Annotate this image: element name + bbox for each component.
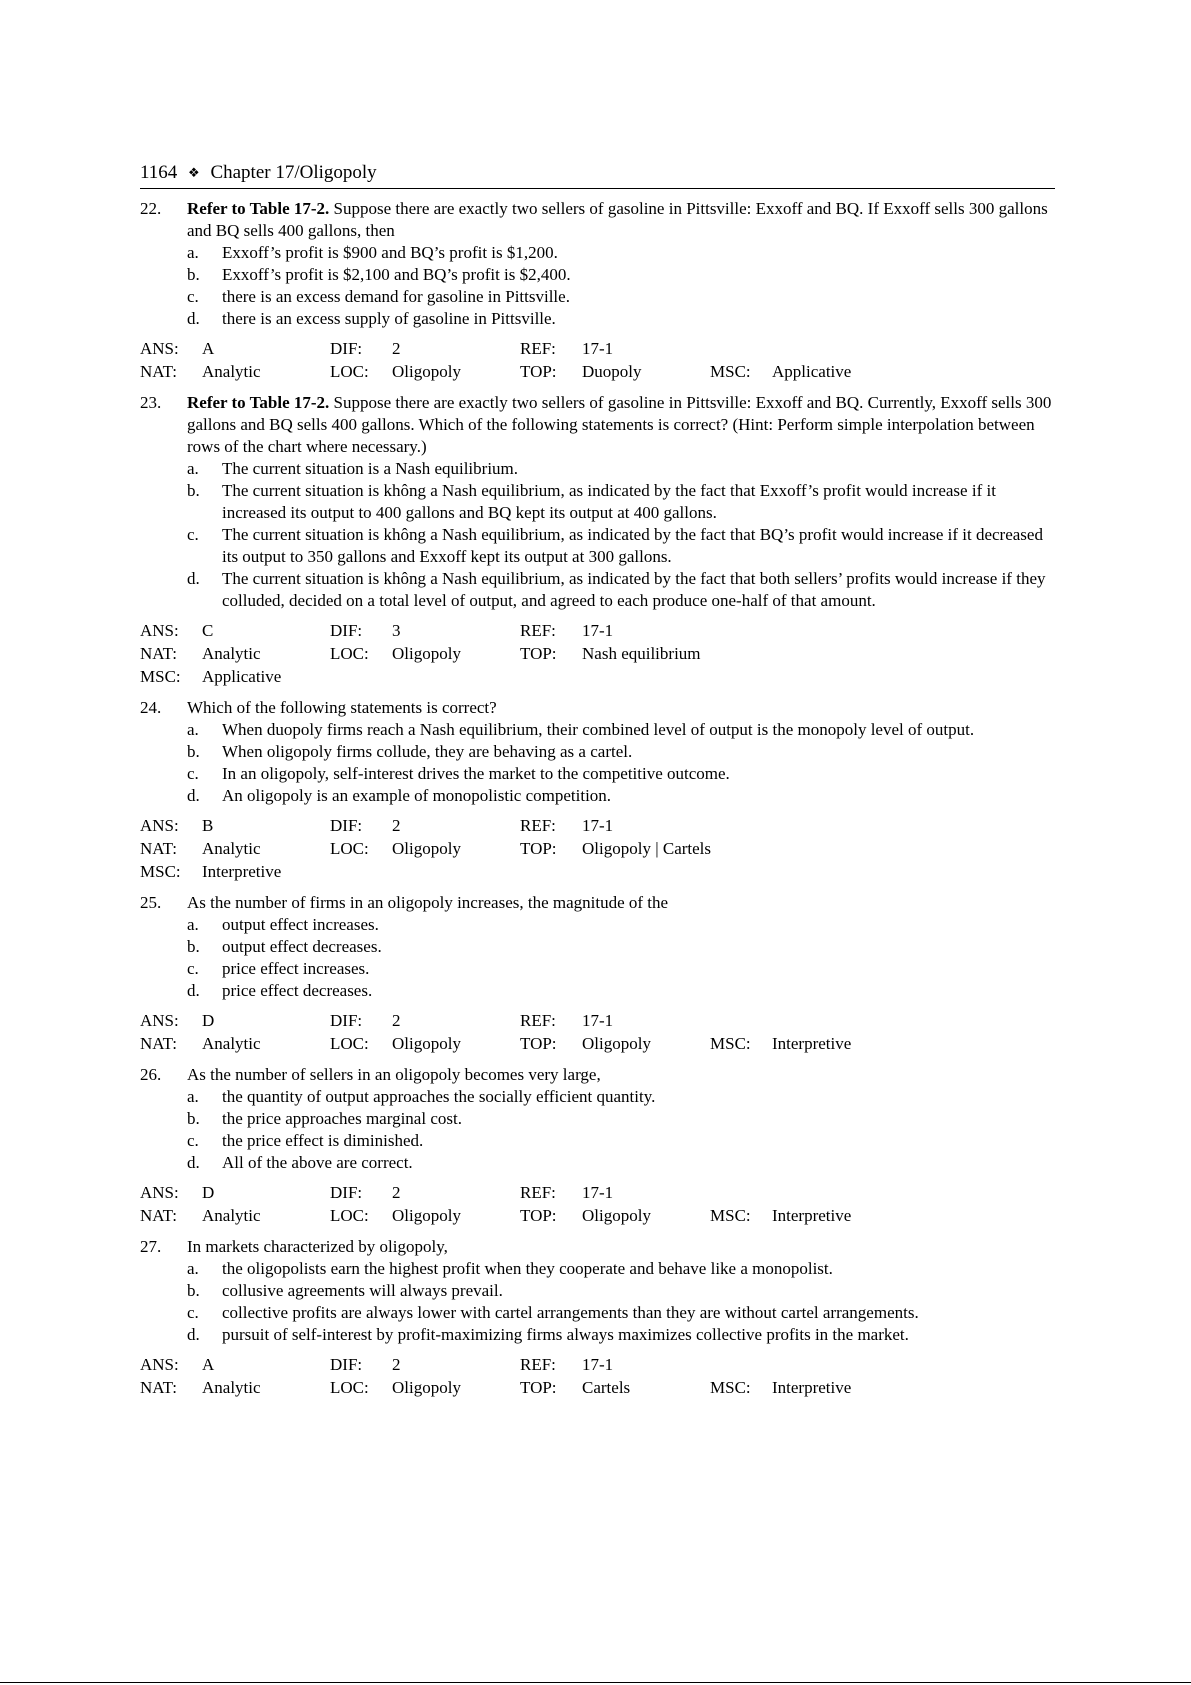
question-stem	[187, 198, 1055, 242]
nat-label: NAT:	[140, 362, 177, 381]
ans-label: ANS:	[140, 816, 179, 835]
page-content	[140, 162, 1055, 1399]
question-stem	[187, 392, 1055, 458]
option-text: the quantity of output approaches the socially efficient quantity.	[222, 1087, 656, 1106]
option-a	[187, 1086, 1055, 1108]
question-24	[140, 697, 1055, 883]
top-value: Oligopoly	[582, 1206, 651, 1225]
option-text: price effect increases.	[222, 959, 370, 978]
msc-label: MSC:	[710, 1034, 751, 1053]
option-text: When duopoly firms reach a Nash equilibrium, their combined level of output is the monopoly level of output.	[222, 720, 975, 739]
question-text: As the number of sellers in an oligopoly becomes very large,	[187, 1065, 601, 1084]
question-text: Suppose there are exactly two sellers of gasoline in Pittsville: Exxoff and BQ. If Exxoff sells 300 gallons and BQ sells 400 gallons, then	[187, 199, 1048, 240]
ref-label: REF:	[520, 339, 556, 358]
option-text: collective profits are always lower with cartel arrangements than they are without cartel arrangements.	[222, 1303, 919, 1322]
option-letter: b.	[187, 937, 200, 956]
question-number: 23.	[140, 393, 162, 412]
option-text: The current situation is không a Nash equilibrium, as indicated by the fact that both sellers’ profits would increase if they colluded, decided on a total level of output, and agreed to each produce one-half of that amount.	[222, 569, 1046, 610]
msc-value: Applicative	[772, 362, 852, 381]
option-text: An oligopoly is an example of monopolistic competition.	[222, 786, 612, 805]
top-value: Nash equilibrium	[582, 644, 701, 663]
option-text: Exxoff’s profit is $900 and BQ’s profit is $1,200.	[222, 243, 558, 262]
option-text: pursuit of self-interest by profit-maximizing firms always maximizes collective profits in the market.	[222, 1325, 909, 1344]
top-label: TOP:	[520, 362, 557, 381]
ans-value: C	[202, 621, 214, 640]
option-text: the oligopolists earn the highest profit when they cooperate and behave like a monopolist.	[222, 1259, 833, 1278]
top-value: Cartels	[582, 1378, 631, 1397]
option-letter: d.	[187, 309, 200, 328]
msc-value: Interpretive	[202, 862, 282, 881]
option-letter: b.	[187, 1281, 200, 1300]
option-d	[187, 785, 1055, 807]
question-27	[140, 1236, 1055, 1399]
ans-label: ANS:	[140, 1011, 179, 1030]
loc-label: LOC:	[330, 1378, 369, 1397]
ans-label: ANS:	[140, 1183, 179, 1202]
option-letter: b.	[187, 742, 200, 761]
msc-label: MSC:	[140, 667, 181, 686]
question-26	[140, 1064, 1055, 1227]
question-23	[140, 392, 1055, 688]
option-letter: a.	[187, 459, 199, 478]
loc-value: Oligopoly	[392, 362, 461, 381]
dif-label: DIF:	[330, 621, 363, 640]
msc-label: MSC:	[710, 1206, 751, 1225]
top-label: TOP:	[520, 1034, 557, 1053]
option-letter: c.	[187, 1303, 199, 1322]
loc-label: LOC:	[330, 839, 369, 858]
ans-value: A	[202, 1355, 215, 1374]
answer-options	[187, 1086, 1055, 1174]
option-letter: b.	[187, 481, 200, 500]
option-text: price effect decreases.	[222, 981, 373, 1000]
answer-options	[187, 1258, 1055, 1346]
option-text: collusive agreements will always prevail.	[222, 1281, 503, 1300]
option-b	[187, 480, 1055, 524]
dif-value: 2	[392, 339, 401, 358]
option-letter: c.	[187, 1131, 199, 1150]
question-number: 26.	[140, 1065, 162, 1084]
ref-value: 17-1	[582, 621, 614, 640]
ans-value: A	[202, 339, 215, 358]
answer-options	[187, 242, 1055, 330]
nat-label: NAT:	[140, 839, 177, 858]
option-b	[187, 1280, 1055, 1302]
option-text: output effect decreases.	[222, 937, 382, 956]
option-b	[187, 936, 1055, 958]
ref-value: 17-1	[582, 816, 614, 835]
ans-label: ANS:	[140, 339, 179, 358]
loc-label: LOC:	[330, 362, 369, 381]
nat-value: Analytic	[202, 1034, 261, 1053]
ans-value: B	[202, 816, 214, 835]
msc-value: Applicative	[202, 667, 282, 686]
dif-label: DIF:	[330, 816, 363, 835]
dif-value: 2	[392, 1183, 401, 1202]
answer-options	[187, 914, 1055, 1002]
answer-metadata	[140, 1181, 1055, 1227]
loc-value: Oligopoly	[392, 644, 461, 663]
nat-value: Analytic	[202, 1206, 261, 1225]
option-c	[187, 524, 1055, 568]
answer-metadata	[140, 1353, 1055, 1399]
option-c	[187, 958, 1055, 980]
option-d	[187, 1152, 1055, 1174]
ans-value: D	[202, 1183, 215, 1202]
question-number: 24.	[140, 698, 162, 717]
ref-label: REF:	[520, 621, 556, 640]
nat-label: NAT:	[140, 1378, 177, 1397]
msc-label: MSC:	[710, 362, 751, 381]
chapter-title: Chapter 17/Oligopoly	[210, 162, 377, 183]
option-a	[187, 914, 1055, 936]
option-letter: c.	[187, 764, 199, 783]
dif-label: DIF:	[330, 1011, 363, 1030]
option-letter: a.	[187, 1087, 199, 1106]
nat-value: Analytic	[202, 362, 261, 381]
msc-value: Interpretive	[772, 1034, 852, 1053]
ref-value: 17-1	[582, 1011, 614, 1030]
top-label: TOP:	[520, 644, 557, 663]
loc-value: Oligopoly	[392, 839, 461, 858]
nat-label: NAT:	[140, 644, 177, 663]
option-text: The current situation is không a Nash equilibrium, as indicated by the fact that Exxoff’s profit would increase if it increased its output to 400 gallons and BQ kept its output at 400 gallons.	[222, 481, 996, 522]
dif-value: 2	[392, 816, 401, 835]
msc-value: Interpretive	[772, 1378, 852, 1397]
question-text: Suppose there are exactly two sellers of gasoline in Pittsville: Exxoff and BQ. Currently, Exxoff sells 300 gallons and BQ sells 400 gallons. Which of the following statements is correct? (Hint: Perform simple interpolation between rows of the chart where necessary.)	[187, 393, 1052, 456]
option-a	[187, 1258, 1055, 1280]
msc-value: Interpretive	[772, 1206, 852, 1225]
ref-label: REF:	[520, 1183, 556, 1202]
option-a	[187, 458, 1055, 480]
ref-value: 17-1	[582, 339, 614, 358]
option-text: output effect increases.	[222, 915, 379, 934]
answer-metadata	[140, 337, 1055, 383]
nat-value: Analytic	[202, 1378, 261, 1397]
ref-label: REF:	[520, 816, 556, 835]
question-25	[140, 892, 1055, 1055]
table-reference: Refer to Table 17-2.	[187, 199, 330, 218]
table-reference: Refer to Table 17-2.	[187, 393, 330, 412]
top-value: Duopoly	[582, 362, 642, 381]
top-value: Oligopoly | Cartels	[582, 839, 712, 858]
option-letter: d.	[187, 1153, 200, 1172]
ref-label: REF:	[520, 1355, 556, 1374]
option-text: there is an excess demand for gasoline in Pittsville.	[222, 287, 570, 306]
option-letter: c.	[187, 287, 199, 306]
option-text: The current situation is không a Nash equilibrium, as indicated by the fact that BQ’s profit would increase if it decreased its output to 350 gallons and Exxoff kept its output at 300 gallons.	[222, 525, 1043, 566]
option-letter: c.	[187, 959, 199, 978]
nat-value: Analytic	[202, 839, 261, 858]
ans-label: ANS:	[140, 621, 179, 640]
option-c	[187, 1130, 1055, 1152]
loc-value: Oligopoly	[392, 1034, 461, 1053]
ref-label: REF:	[520, 1011, 556, 1030]
option-d	[187, 308, 1055, 330]
page-number: 1164	[140, 162, 178, 183]
dif-value: 2	[392, 1011, 401, 1030]
question-22	[140, 198, 1055, 383]
option-d	[187, 1324, 1055, 1346]
option-c	[187, 1302, 1055, 1324]
nat-label: NAT:	[140, 1034, 177, 1053]
option-text: there is an excess supply of gasoline in Pittsville.	[222, 309, 556, 328]
loc-label: LOC:	[330, 1034, 369, 1053]
diamond-bullet-icon: ❖	[188, 165, 200, 180]
ans-value: D	[202, 1011, 215, 1030]
question-text: In markets characterized by oligopoly,	[187, 1237, 448, 1256]
option-text: the price approaches marginal cost.	[222, 1109, 462, 1128]
top-label: TOP:	[520, 1378, 557, 1397]
nat-value: Analytic	[202, 644, 261, 663]
question-number: 27.	[140, 1237, 162, 1256]
nat-label: NAT:	[140, 1206, 177, 1225]
msc-label: MSC:	[710, 1378, 751, 1397]
option-letter: c.	[187, 525, 199, 544]
option-letter: a.	[187, 915, 199, 934]
option-letter: d.	[187, 981, 200, 1000]
ref-value: 17-1	[582, 1355, 614, 1374]
option-a	[187, 242, 1055, 264]
loc-label: LOC:	[330, 1206, 369, 1225]
option-letter: d.	[187, 569, 200, 588]
option-letter: d.	[187, 1325, 200, 1344]
dif-label: DIF:	[330, 1183, 363, 1202]
dif-value: 3	[392, 621, 401, 640]
msc-label: MSC:	[140, 862, 181, 881]
option-letter: b.	[187, 265, 200, 284]
page-header	[140, 162, 1055, 189]
loc-value: Oligopoly	[392, 1378, 461, 1397]
option-letter: b.	[187, 1109, 200, 1128]
loc-label: LOC:	[330, 644, 369, 663]
dif-label: DIF:	[330, 1355, 363, 1374]
dif-label: DIF:	[330, 339, 363, 358]
loc-value: Oligopoly	[392, 1206, 461, 1225]
option-letter: a.	[187, 1259, 199, 1278]
option-letter: a.	[187, 243, 199, 262]
option-letter: a.	[187, 720, 199, 739]
top-label: TOP:	[520, 839, 557, 858]
option-text: Exxoff’s profit is $2,100 and BQ’s profit is $2,400.	[222, 265, 571, 284]
answer-options	[187, 458, 1055, 612]
top-label: TOP:	[520, 1206, 557, 1225]
question-text: As the number of firms in an oligopoly increases, the magnitude of the	[187, 893, 669, 912]
answer-metadata	[140, 1009, 1055, 1055]
question-number: 25.	[140, 893, 162, 912]
option-c	[187, 763, 1055, 785]
option-letter: d.	[187, 786, 200, 805]
footer-divider	[0, 1682, 1191, 1683]
answer-metadata	[140, 814, 1055, 883]
option-b	[187, 741, 1055, 763]
option-text: All of the above are correct.	[222, 1153, 413, 1172]
ref-value: 17-1	[582, 1183, 614, 1202]
option-d	[187, 568, 1055, 612]
dif-value: 2	[392, 1355, 401, 1374]
option-a	[187, 719, 1055, 741]
question-number: 22.	[140, 199, 162, 218]
option-text: the price effect is diminished.	[222, 1131, 424, 1150]
question-text: Which of the following statements is correct?	[187, 698, 497, 717]
answer-metadata	[140, 619, 1055, 688]
option-b	[187, 1108, 1055, 1130]
option-b	[187, 264, 1055, 286]
option-d	[187, 980, 1055, 1002]
answer-options	[187, 719, 1055, 807]
option-text: The current situation is a Nash equilibrium.	[222, 459, 519, 478]
option-c	[187, 286, 1055, 308]
ans-label: ANS:	[140, 1355, 179, 1374]
top-value: Oligopoly	[582, 1034, 651, 1053]
option-text: In an oligopoly, self-interest drives the market to the competitive outcome.	[222, 764, 730, 783]
option-text: When oligopoly firms collude, they are behaving as a cartel.	[222, 742, 633, 761]
